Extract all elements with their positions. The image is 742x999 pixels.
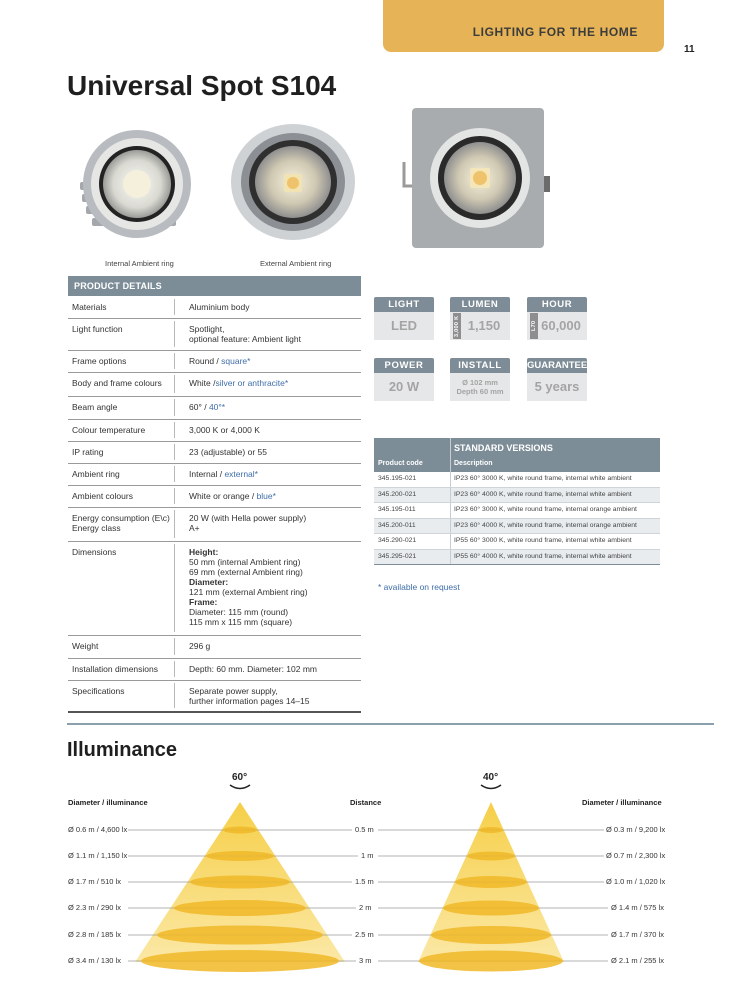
- detail-row-colour-temp: [68, 419, 361, 442]
- detail-key: Light function: [72, 324, 123, 334]
- distance-label: 1.5 m: [355, 877, 374, 886]
- detail-key: Installation dimensions: [72, 664, 158, 674]
- beam-ellipse-60: [141, 950, 339, 972]
- product-image-external: [226, 112, 360, 252]
- arc-60-icon: [230, 785, 250, 789]
- detail-key: Materials: [72, 302, 107, 312]
- detail-key: Energy consumption (E\c) Energy class: [72, 513, 170, 533]
- detail-row-specifications: [68, 680, 361, 713]
- table-row: 345.295-021 IP55 60° 4000 K, white round frame, internal white ambient: [374, 550, 660, 566]
- caption-external: External Ambient ring: [260, 259, 332, 268]
- right-illuminance-label: Ø 1.7 m / 370 lx: [611, 930, 664, 939]
- detail-value: 3,000 K or 4,000 K: [189, 425, 260, 435]
- product-image-internal: [72, 112, 194, 252]
- left-illuminance-label: Ø 3.4 m / 130 lx: [68, 956, 121, 965]
- left-illuminance-label: Ø 1.7 m / 510 lx: [68, 877, 121, 886]
- right-illuminance-label: Ø 1.4 m / 575 lx: [611, 903, 664, 912]
- table-row: 345.195-021 IP23 60° 3000 K, white round frame, internal white ambient: [374, 472, 660, 488]
- column-header-description: Description: [454, 460, 493, 467]
- column-header-code: Product code: [378, 460, 423, 467]
- standard-versions-header: [374, 438, 660, 472]
- left-illuminance-label: Ø 2.3 m / 290 lx: [68, 903, 121, 912]
- detail-value: Depth: 60 mm. Diameter: 102 mm: [189, 664, 318, 674]
- beam-ellipse-60: [223, 827, 257, 834]
- detail-row-dimensions: [68, 541, 361, 636]
- distance-column-header: Distance: [350, 798, 382, 807]
- spec-label: LUMEN: [450, 297, 510, 312]
- detail-key: IP rating: [72, 447, 104, 457]
- spec-value: 3,000 K 1,150: [450, 312, 510, 340]
- detail-row-light-function: [68, 318, 361, 351]
- caption-internal: Internal Ambient ring: [105, 259, 174, 268]
- product-details-heading: PRODUCT DETAILS: [68, 276, 361, 296]
- detail-row-installation: [68, 658, 361, 681]
- spec-label: GUARANTEE: [527, 360, 588, 371]
- detail-row-materials: [68, 296, 361, 319]
- right-illuminance-label: Ø 1.0 m / 1,020 lx: [606, 877, 666, 886]
- footnote-available-on-request: * available on request: [378, 582, 460, 592]
- standard-versions-heading: STANDARD VERSIONS: [454, 443, 553, 453]
- spec-label: POWER: [374, 358, 434, 373]
- table-row: 345.200-021 IP23 60° 4000 K, white round frame, internal white ambient: [374, 488, 660, 504]
- detail-key: Beam angle: [72, 402, 118, 412]
- table-row: 345.290-021 IP55 60° 3000 K, white round frame, internal white ambient: [374, 534, 660, 550]
- detail-value: 20 W (with Hella power supply) A+: [189, 513, 307, 533]
- left-column-header: Diameter / illuminance: [68, 798, 148, 807]
- detail-row-ambient-ring: [68, 463, 361, 486]
- spec-value: 20 W: [374, 373, 434, 401]
- beam-ellipse-40: [467, 852, 515, 861]
- beam-ellipse-40: [443, 901, 539, 916]
- detail-row-ip-rating: [68, 441, 361, 464]
- table-row: 345.200-011 IP23 60° 4000 K, white round frame, internal orange ambient: [374, 519, 660, 535]
- detail-key: Specifications: [72, 686, 125, 696]
- spec-power: [374, 358, 434, 401]
- spec-hour: [527, 297, 587, 340]
- section-tab-label: LIGHTING FOR THE HOME: [472, 25, 638, 39]
- spec-side-label: 3,000 K: [453, 313, 461, 339]
- spec-label: INSTALL: [450, 358, 510, 373]
- distance-label: 0.5 m: [355, 825, 374, 834]
- arc-40-icon: [481, 785, 501, 789]
- left-illuminance-label: Ø 1.1 m / 1,150 lx: [68, 851, 128, 860]
- page-number: 11: [684, 44, 695, 55]
- detail-value: Spotlight, optional feature: Ambient light: [189, 324, 301, 344]
- detail-value: 60° / 40°*: [189, 402, 226, 412]
- right-column-header: Diameter / illuminance: [582, 798, 662, 807]
- detail-value: Round / square*: [189, 356, 251, 366]
- detail-key: Dimensions: [72, 547, 117, 557]
- detail-key: Weight: [72, 641, 99, 651]
- beam-angle-60-label: 60°: [232, 772, 248, 783]
- detail-key: Ambient colours: [72, 491, 133, 501]
- spec-lumen: [450, 297, 510, 340]
- distance-label: 2 m: [359, 903, 372, 912]
- beam-angle-40-label: 40°: [483, 772, 499, 783]
- table-row: 345.195-011 IP23 60° 3000 K, white round frame, internal orange ambient: [374, 503, 660, 519]
- detail-row-energy: [68, 507, 361, 542]
- spec-install: [450, 358, 510, 401]
- detail-key: Ambient ring: [72, 469, 120, 479]
- page-title: Universal Spot S104: [67, 70, 337, 101]
- left-illuminance-label: Ø 0.6 m / 4,600 lx: [68, 825, 128, 834]
- spec-guarantee: [527, 358, 587, 401]
- spec-value: L70 60,000: [527, 312, 587, 340]
- illuminance-title: Illuminance: [67, 739, 178, 761]
- section-divider: [67, 723, 714, 725]
- spec-label: HOUR: [527, 297, 587, 312]
- spec-side-label: L70: [530, 313, 538, 339]
- detail-row-ambient-colours: [68, 485, 361, 508]
- right-illuminance-label: Ø 0.3 m / 9,200 lx: [606, 825, 666, 834]
- spec-light: [374, 297, 434, 340]
- detail-value: 296 g: [189, 641, 211, 651]
- detail-row-beam-angle: [68, 396, 361, 420]
- product-image-square: [398, 104, 558, 256]
- detail-key: Colour temperature: [72, 425, 146, 435]
- beam-ellipse-60: [174, 900, 306, 916]
- spec-value: 5 years: [527, 373, 587, 401]
- standard-versions-table: [374, 438, 660, 565]
- detail-value: White /silver or anthracite*: [189, 378, 289, 388]
- beam-ellipse-60: [157, 926, 323, 945]
- detail-row-weight: [68, 635, 361, 659]
- spec-value: LED: [374, 312, 434, 340]
- section-tab: [383, 0, 664, 52]
- right-illuminance-label: Ø 0.7 m / 2,300 lx: [606, 851, 666, 860]
- beam-ellipse-40: [431, 926, 551, 944]
- detail-value: Separate power supply, further information pages 14–15: [189, 686, 310, 706]
- detail-value: White or orange / blue*: [189, 491, 276, 501]
- distance-label: 3 m: [359, 956, 372, 965]
- detail-row-frame-options: [68, 350, 361, 373]
- distance-label: 1 m: [361, 851, 374, 860]
- left-illuminance-label: Ø 2.8 m / 185 lx: [68, 930, 121, 939]
- detail-value: 23 (adjustable) or 55: [189, 447, 267, 457]
- beam-ellipse-40: [419, 951, 563, 972]
- beam-ellipse-60: [190, 876, 290, 889]
- distance-label: 2.5 m: [355, 930, 374, 939]
- spec-value: Ø 102 mm Depth 60 mm: [450, 373, 510, 401]
- beam-ellipse-40: [479, 827, 503, 833]
- beam-ellipse-60: [206, 851, 274, 861]
- detail-key: Frame options: [72, 356, 127, 366]
- detail-value: Aluminium body: [189, 302, 250, 312]
- right-illuminance-label: Ø 2.1 m / 255 lx: [611, 956, 664, 965]
- detail-value: Height: 50 mm (internal Ambient ring) 69 mm (external Ambient ring) Diameter: 121 mm (external Ambient ring) Frame: Diameter: 115 mm (round) 115 mm x 115 mm (square): [189, 547, 308, 627]
- spec-label: LIGHT: [374, 297, 434, 312]
- detail-key: Body and frame colours: [72, 378, 162, 388]
- detail-value: Internal / external*: [189, 469, 258, 479]
- detail-row-colours: [68, 372, 361, 397]
- beam-ellipse-40: [455, 876, 527, 888]
